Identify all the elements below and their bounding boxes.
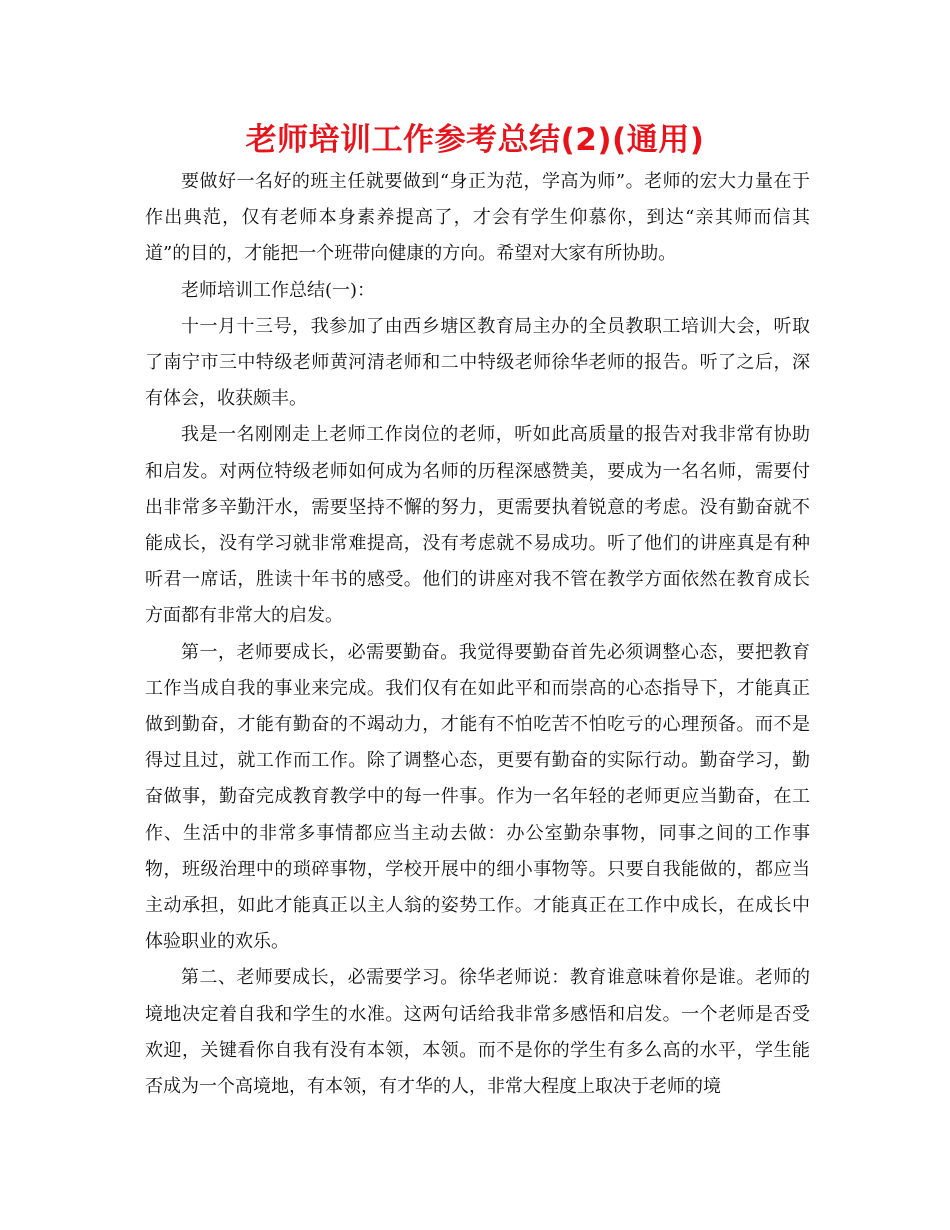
document-body	[145, 164, 810, 1105]
paragraph-point-learning: 第二、老师要成长，必需要学习。徐华老师说：教育谁意味着你是谁。老师的境地决定着自我和学生的水准。这两句话给我非常多感悟和启发。一个老师是否受欢迎，关键看你自我有没有本领，本领。而不是你的学生有多么高的水平，学生能否成为一个高境地，有本领，有才华的人，非常大程度上取决于老师的境	[145, 967, 810, 1098]
document-title: 老师培训工作参考总结(2)(通用)	[245, 122, 705, 158]
paragraph-point-diligence: 第一，老师要成长，必需要勤奋。我觉得要勤奋首先必须调整心态，要把教育工作当成自我的事业来完成。我们仅有在如此平和而崇高的心态指导下，才能真正做到勤奋，才能有勤奋的不竭动力，才能有不怕吃苦不怕吃亏的心理预备。而不是得过且过，就工作而工作。除了调整心态，更要有勤奋的实际行动。勤奋学习，勤奋做事，勤奋完成教育教学中的每一件事。作为一名年轻的老师更应当勤奋，在工作、生活中的非常多事情都应当主动去做：办公室勤杂事物，同事之间的工作事物，班级治理中的琐碎事物，学校开展中的细小事物等。只要自我能做的，都应当主动承担，如此才能真正以主人翁的姿势工作。才能真正在工作中成长，在成长中体验职业的欢乐。	[145, 641, 810, 953]
paragraph-section-heading: 老师培训工作总结(一)：	[181, 279, 376, 301]
paragraph-training-meeting: 十一月十三号，我参加了由西乡塘区教育局主办的全员教职工培训大会，听取了南宁市三中特级老师黄河清老师和二中特级老师徐华老师的报告。听了之后，深有体会，收获颇丰。	[145, 315, 810, 410]
paragraph-intro: 要做好一名好的班主任就要做到“身正为范，学高为师”。老师的宏大力量在于作出典范，仅有老师本身素养提高了，才会有学生仰慕你，到达“亲其师而信其道”的目的，才能把一个班带向健康的方向。希望对大家有所协助。	[145, 171, 810, 265]
paragraph-new-teacher: 我是一名刚刚走上老师工作岗位的老师，听如此高质量的报告对我非常有协助和启发。对两位特级老师如何成为名师的历程深感赞美，要成为一名名师，需要付出非常多辛勤汗水，需要坚持不懈的努力，更需要执着锐意的考虑。没有勤奋就不能成长，没有学习就非常难提高，没有考虑就不易成功。听了他们的讲座真是有种听君一席话，胜读十年书的感受。他们的讲座对我不管在教学方面依然在教育成长方面都有非常大的启发。	[145, 424, 810, 627]
